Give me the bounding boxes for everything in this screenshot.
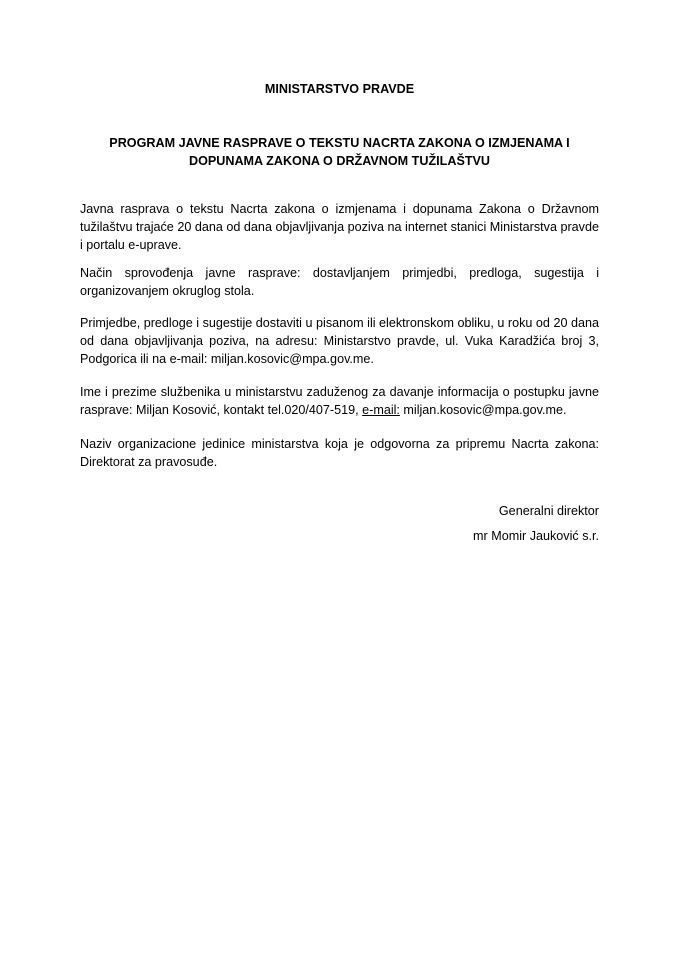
paragraph-unit: Naziv organizacione jedinice ministarstva koja je odgovorna za pripremu Nacrta zakona: Direktorat za pravosuđe. (80, 437, 599, 469)
paragraph-submission: Primjedbe, predloge i sugestije dostaviti u pisanom ili elektronskom obliku, u roku od 20 dana od dana objavljivanja poziva, na adresu: Ministarstvo pravde, ul. Vuka Karadžića broj 3, Podgorica ili na e-mail: miljan.kosovic@mpa.gov.me. (80, 316, 599, 366)
signatory-position: Generalni direktor (498, 504, 599, 518)
email-link-label[interactable]: e-mail: (362, 403, 400, 417)
paragraph-contact (80, 383, 599, 419)
contact-email: miljan.kosovic@mpa.gov.me. (399, 403, 567, 417)
paragraph-duration: Javna rasprava o tekstu Nacrta zakona o izmjenama i dopunama Zakona o Državnom tužilaštvu trajaće 20 dana od dana objavljivanja poziva na internet stanici Ministarstva pravde i portalu e-uprave. (80, 202, 599, 252)
document-body (80, 200, 599, 471)
signature-block (380, 502, 599, 552)
document-title: PROGRAM JAVNE RASPRAVE O TEKSTU NACRTA ZAKONA O IZMJENAMA I DOPUNAMA ZAKONA O DRŽAVNOM TUŽILAŠTVU (109, 136, 570, 168)
signatory-name: mr Momir Jauković s.r. (473, 529, 599, 543)
paragraph-method: Način sprovođenja javne rasprave: dostavljanjem primjedbi, predloga, sugestija i organizovanjem okruglog stola. (80, 266, 599, 298)
contact-text: Ime i prezime službenika u ministarstvu zaduženog za davanje informacija o postupku javne rasprave: Miljan Kosović, kontakt tel.020/407-519, (80, 385, 599, 417)
ministry-name: MINISTARSTVO PRAVDE (264, 82, 415, 96)
